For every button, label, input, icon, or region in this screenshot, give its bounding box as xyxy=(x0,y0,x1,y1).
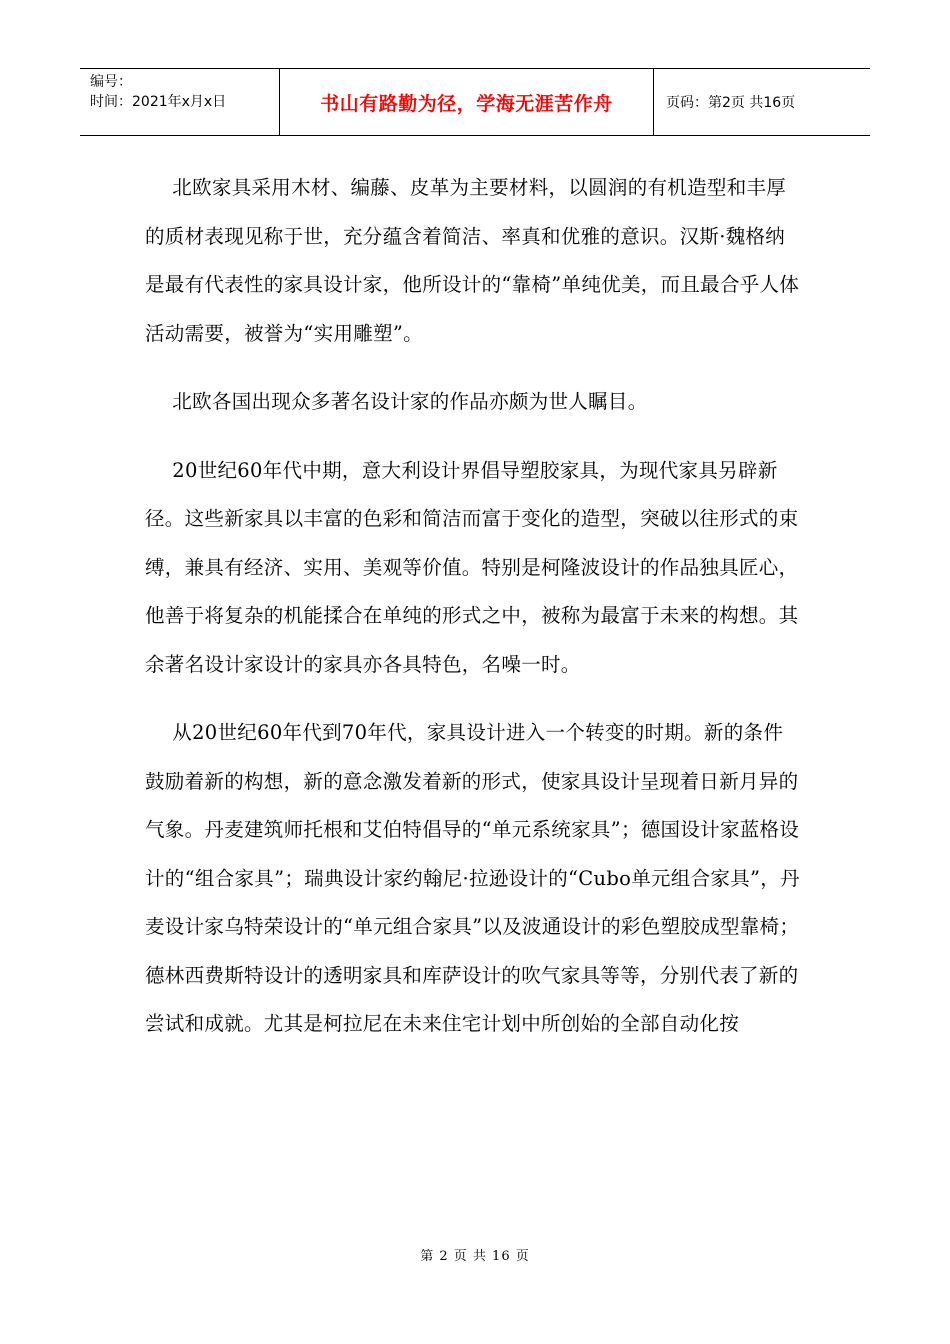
header-page-info: 页码：第2页 共16页 xyxy=(666,95,796,111)
paragraph-italian-plastic-furniture: 20世纪60年代中期，意大利设计界倡导塑胶家具，为现代家具另辟新径。这些新家具以丰富的色彩和简洁而富于变化的造型，突破以往形式的束缚，兼具有经济、实用、美观等价值。特别是柯隆波设计的作品独具匠心，他善于将复杂的机能揉合在单纯的形式之中，被称为最富于未来的构想。其余著名设计家设计的家具亦各具特色，名噪一时。 xyxy=(145,458,799,676)
page-header xyxy=(80,68,870,136)
header-meta-cell xyxy=(80,69,280,135)
paragraph-nordic-furniture: 北欧家具采用木材、编藤、皮革为主要材料，以圆润的有机造型和丰厚的质材表现见称于世，充分蕴含着简洁、率真和优雅的意识。汉斯·魏格纳是最有代表性的家具设计家，他所设计的“靠椅”单纯优美，而且最合乎人体活动需要，被誉为“实用雕塑”。 xyxy=(145,176,800,345)
header-motto: 书山有路勤为径，学海无涯苦作舟 xyxy=(280,69,654,135)
page-footer: 第 2 页 共 16 页 xyxy=(420,1249,530,1264)
document-date-label: 时间：2021年x月x日 xyxy=(90,94,227,110)
paragraph-nordic-designers: 北欧各国出现众多著名设计家的作品亦颇为世人瞩目。 xyxy=(172,390,648,413)
document-number-label: 编号： xyxy=(90,74,132,90)
document-body xyxy=(145,164,800,1049)
paragraph-60s-70s-transition: 从20世纪60年代到70年代，家具设计进入一个转变的时期。新的条件鼓励着新的构想，新的意念激发着新的形式，使家具设计呈现着日新月异的气象。丹麦建筑师托根和艾伯特倡导的“单元系统家具”；德国设计家蓝格设计的“组合家具”；瑞典设计家约翰尼·拉逊设计的“Cubo单元组合家具”，丹麦设计家乌特荣设计的“单元组合家具”以及波通设计的彩色塑胶成型靠椅；德林西费斯特设计的透明家具和库萨设计的吹气家具等等，分别代表了新的尝试和成就。尤其是柯拉尼在未来住宅计划中所创始的全部自动化按 xyxy=(145,721,800,1035)
